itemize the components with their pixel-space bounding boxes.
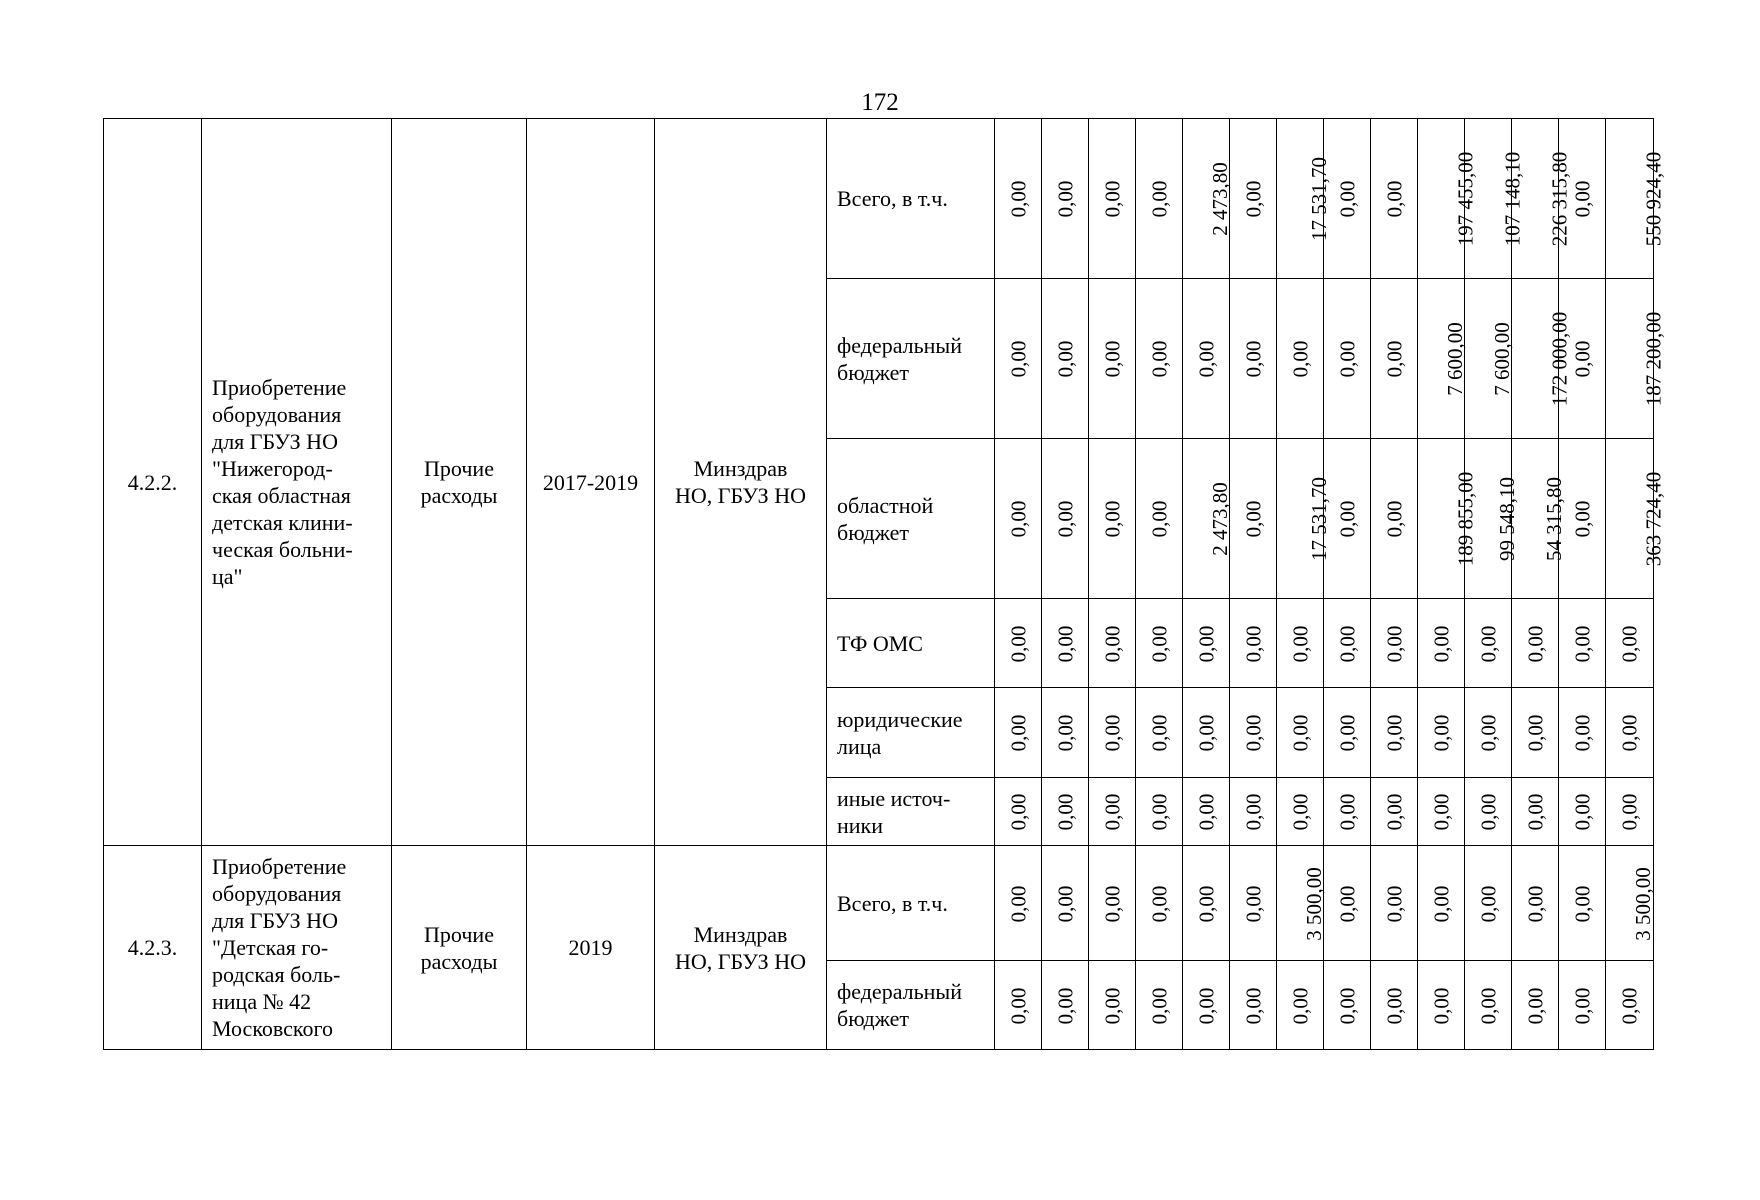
amount-value: 0,00	[1476, 885, 1500, 922]
amount-value: 0,00	[1335, 987, 1359, 1024]
amount-value: 0,00	[1100, 885, 1124, 922]
amount-cell	[1465, 846, 1512, 961]
executor	[655, 846, 827, 1050]
funding-source-line: Всего, в т.ч.	[837, 890, 948, 916]
amount-value: 0,00	[1523, 793, 1547, 831]
amount-value: 0,00	[1617, 987, 1642, 1024]
amount-cell	[1371, 279, 1418, 439]
amount-cell	[1136, 846, 1183, 961]
amount-cell	[1089, 688, 1136, 778]
amount-cell	[1183, 119, 1230, 279]
amount-value: 0,00	[1194, 714, 1218, 752]
amount-cell	[1042, 846, 1089, 961]
amount-value: 0,00	[1570, 340, 1594, 378]
item-name	[202, 119, 392, 846]
item-name-line: оборудования	[212, 402, 342, 427]
amount-cell	[1371, 688, 1418, 778]
amount-value: 0,00	[1147, 500, 1171, 538]
item-name-line: ница № 42	[212, 989, 312, 1014]
amount-value: 17 531,70	[1307, 477, 1331, 561]
amount-value: 0,00	[1100, 987, 1124, 1024]
amount-cell	[1277, 119, 1331, 279]
amount-value: 0,00	[1429, 885, 1453, 922]
amount-cell	[1277, 961, 1324, 1050]
item-name	[202, 846, 392, 1050]
amount-value: 0,00	[1147, 987, 1171, 1024]
amount-cell	[1559, 119, 1606, 279]
amount-cell	[1183, 778, 1230, 846]
amount-value: 0,00	[1053, 180, 1077, 218]
funding-source-line: ники	[837, 812, 884, 838]
amount-cell	[1277, 846, 1324, 961]
amount-value: 0,00	[1147, 625, 1171, 662]
amount-cell	[1512, 688, 1559, 778]
amount-cell	[1418, 279, 1465, 439]
funding-source	[827, 688, 995, 778]
amount-value: 0,00	[1100, 500, 1124, 538]
amount-value: 0,00	[1006, 625, 1030, 662]
amount-cell	[1136, 119, 1183, 279]
amount-value: 0,00	[1100, 180, 1124, 218]
amount-cell	[1606, 846, 1654, 961]
amount-value: 0,00	[1100, 340, 1124, 378]
funding-source-line: бюджет	[837, 359, 909, 385]
executor-line: Минздрав	[693, 456, 788, 481]
amount-cell	[1324, 688, 1371, 778]
amount-cell	[1606, 119, 1666, 279]
amount-cell	[1042, 279, 1089, 439]
amount-cell	[1512, 961, 1559, 1050]
amount-cell	[995, 778, 1042, 846]
amount-value: 7 600,00	[1442, 322, 1467, 396]
amount-cell	[1136, 961, 1183, 1050]
amount-value: 0,00	[1100, 625, 1124, 662]
executor	[655, 119, 827, 846]
amount-value: 0,00	[1147, 180, 1171, 218]
amount-cell	[995, 846, 1042, 961]
amount-cell	[1136, 439, 1183, 599]
amount-cell	[1371, 119, 1418, 279]
amount-value: 0,00	[1335, 180, 1359, 218]
amount-value: 2 473,80	[1207, 162, 1232, 236]
amount-cell	[1324, 778, 1371, 846]
amount-cell	[1371, 439, 1418, 599]
amount-cell	[1324, 439, 1371, 599]
amount-cell	[1465, 688, 1512, 778]
amount-value: 0,00	[1335, 885, 1359, 922]
amount-value: 0,00	[1617, 625, 1642, 662]
amount-cell	[1089, 119, 1136, 279]
amount-cell	[1183, 599, 1230, 688]
funding-source-line: областной	[837, 492, 934, 518]
amount-value: 0,00	[1241, 793, 1265, 831]
amount-cell	[1559, 778, 1606, 846]
item-name-line: Московского	[212, 1016, 333, 1041]
amount-cell	[995, 119, 1042, 279]
amount-value: 0,00	[1053, 714, 1077, 752]
amount-cell	[1465, 439, 1519, 599]
funding-source-line: Всего, в т.ч.	[837, 186, 948, 211]
amount-cell	[1136, 599, 1183, 688]
amount-value: 0,00	[1382, 180, 1406, 218]
amount-value: 0,00	[1288, 793, 1312, 831]
amount-value: 0,00	[1053, 793, 1077, 831]
funding-source-line: ТФ ОМС	[837, 630, 923, 656]
amount-cell	[1606, 279, 1666, 439]
amount-cell	[1371, 778, 1418, 846]
amount-cell	[1606, 688, 1654, 778]
amount-value: 0,00	[1382, 793, 1406, 831]
amount-value: 0,00	[1335, 714, 1359, 752]
amount-value: 0,00	[1429, 987, 1453, 1024]
amount-cell	[1512, 846, 1559, 961]
period: 2017-2019	[527, 119, 655, 846]
expense-category	[392, 846, 527, 1050]
amount-cell	[1512, 279, 1572, 439]
item-name-line: "Нижегород-	[212, 456, 333, 481]
amount-cell	[1418, 599, 1465, 688]
amount-cell	[1559, 599, 1606, 688]
amount-value: 2 473,80	[1207, 482, 1232, 556]
amount-value: 0,00	[1241, 987, 1265, 1024]
amount-value: 0,00	[1523, 987, 1547, 1024]
amount-cell	[995, 279, 1042, 439]
item-number: 4.2.2.	[104, 119, 202, 846]
amount-cell	[1559, 846, 1606, 961]
amount-value: 3 500,00	[1630, 866, 1655, 941]
amount-value: 0,00	[1006, 987, 1030, 1024]
amount-cell	[1277, 688, 1324, 778]
amount-value: 0,00	[1147, 714, 1171, 752]
amount-cell	[1042, 119, 1089, 279]
amount-value: 3 500,00	[1301, 866, 1326, 941]
amount-cell	[1230, 439, 1277, 599]
amount-cell	[1230, 599, 1277, 688]
amount-value: 0,00	[1100, 714, 1124, 752]
amount-value: 0,00	[1382, 625, 1406, 662]
amount-value: 0,00	[1241, 714, 1265, 752]
funding-source	[827, 119, 995, 279]
amount-value: 0,00	[1147, 885, 1171, 922]
amount-value: 187 200,00	[1641, 311, 1666, 407]
amount-value: 0,00	[1147, 340, 1171, 378]
item-name-line: для ГБУЗ НО	[212, 908, 338, 933]
amount-cell	[1042, 688, 1089, 778]
amount-value: 0,00	[1335, 340, 1359, 378]
amount-cell	[1230, 119, 1277, 279]
amount-value: 0,00	[1382, 714, 1406, 752]
expense-category-line: расходы	[420, 483, 498, 508]
amount-value: 0,00	[1194, 625, 1218, 662]
amount-cell	[1559, 961, 1606, 1050]
amount-cell	[1512, 439, 1566, 599]
amount-value: 0,00	[1570, 885, 1594, 922]
amount-cell	[1183, 279, 1230, 439]
amount-cell	[1371, 846, 1418, 961]
amount-cell	[1465, 599, 1512, 688]
amount-cell	[1371, 599, 1418, 688]
amount-cell	[1183, 846, 1230, 961]
amount-value: 0,00	[1335, 625, 1359, 662]
amount-cell	[1465, 961, 1512, 1050]
amount-value: 0,00	[1006, 885, 1030, 922]
item-name-line: родская боль-	[212, 962, 341, 987]
item-name-line: Приобретение	[212, 375, 347, 400]
amount-value: 0,00	[1241, 180, 1265, 218]
amount-value: 0,00	[1288, 340, 1312, 378]
amount-cell	[1465, 279, 1512, 439]
amount-value: 0,00	[1570, 714, 1594, 752]
amount-value: 0,00	[1006, 340, 1030, 378]
amount-value: 0,00	[1382, 987, 1406, 1024]
amount-value: 0,00	[1570, 625, 1594, 662]
executor-line: НО, ГБУЗ НО	[675, 483, 806, 508]
item-number: 4.2.3.	[104, 846, 202, 1050]
amount-value: 17 531,70	[1307, 157, 1331, 241]
amount-cell	[1089, 439, 1136, 599]
amount-cell	[1512, 778, 1559, 846]
amount-value: 0,00	[1523, 625, 1547, 662]
amount-cell	[1465, 119, 1525, 279]
table-row	[104, 846, 1654, 961]
amount-cell	[1042, 599, 1089, 688]
amount-value: 0,00	[1006, 793, 1030, 831]
amount-cell	[1277, 778, 1324, 846]
amount-value: 107 148,10	[1500, 151, 1525, 247]
amount-cell	[1230, 846, 1277, 961]
amount-cell	[1277, 439, 1331, 599]
amount-value: 0,00	[1194, 793, 1218, 831]
amount-value: 0,00	[1288, 625, 1312, 662]
amount-cell	[1089, 846, 1136, 961]
funding-source	[827, 778, 995, 846]
amount-value: 0,00	[1053, 500, 1077, 538]
amount-cell	[1418, 119, 1478, 279]
amount-cell	[1089, 279, 1136, 439]
amount-value: 0,00	[1194, 885, 1218, 922]
amount-cell	[1183, 439, 1230, 599]
amount-cell	[1089, 599, 1136, 688]
amount-cell	[1183, 688, 1230, 778]
amount-value: 0,00	[1288, 714, 1312, 752]
amount-cell	[1230, 778, 1277, 846]
expense-category-line: Прочие	[424, 921, 494, 947]
amount-value: 0,00	[1570, 500, 1594, 538]
amount-cell	[1465, 778, 1512, 846]
amount-value: 0,00	[1476, 714, 1500, 752]
funding-source-line: иные источ-	[837, 785, 951, 811]
amount-cell	[1136, 688, 1183, 778]
amount-cell	[1606, 778, 1654, 846]
funding-source	[827, 279, 995, 439]
funding-source	[827, 846, 995, 961]
executor-line: НО, ГБУЗ НО	[675, 948, 806, 974]
amount-value: 0,00	[1476, 625, 1500, 662]
amount-cell	[1230, 688, 1277, 778]
amount-value: 0,00	[1429, 793, 1453, 831]
amount-cell	[1606, 961, 1654, 1050]
amount-value: 0,00	[1053, 340, 1077, 378]
amount-value: 99 548,10	[1495, 477, 1519, 561]
amount-value: 0,00	[1194, 987, 1218, 1024]
amount-cell	[995, 439, 1042, 599]
amount-cell	[1606, 439, 1666, 599]
amount-cell	[995, 688, 1042, 778]
amount-cell	[1042, 439, 1089, 599]
page-number: 172	[861, 89, 899, 116]
amount-cell	[1324, 961, 1371, 1050]
amount-value: 0,00	[1335, 500, 1359, 538]
amount-value: 0,00	[1570, 180, 1594, 218]
amount-cell	[1230, 279, 1277, 439]
funding-source-line: бюджет	[837, 1006, 909, 1031]
amount-cell	[1418, 439, 1478, 599]
amount-cell	[1559, 688, 1606, 778]
amount-value: 0,00	[1429, 625, 1453, 662]
amount-value: 172 000,00	[1547, 311, 1572, 407]
amount-cell	[1371, 961, 1418, 1050]
executor-line: Минздрав	[693, 921, 788, 947]
item-name-line: детская клини-	[212, 510, 353, 535]
amount-cell	[1089, 961, 1136, 1050]
amount-value: 0,00	[1523, 714, 1547, 752]
amount-value: 0,00	[1288, 987, 1312, 1024]
amount-value: 0,00	[1382, 340, 1406, 378]
item-name-line: Приобретение	[212, 854, 347, 879]
amount-value: 0,00	[1053, 625, 1077, 662]
amount-cell	[1136, 778, 1183, 846]
amount-value: 0,00	[1053, 987, 1077, 1024]
funding-source	[827, 961, 995, 1050]
amount-value: 0,00	[1570, 793, 1594, 831]
amount-value: 0,00	[1617, 714, 1642, 752]
amount-cell	[1418, 778, 1465, 846]
amount-cell	[1042, 961, 1089, 1050]
amount-cell	[1418, 688, 1465, 778]
amount-value: 550 924,40	[1641, 151, 1666, 247]
funding-source-line: юридические	[837, 706, 963, 732]
amount-value: 0,00	[1147, 793, 1171, 831]
amount-value: 0,00	[1100, 793, 1124, 831]
amount-cell	[1089, 778, 1136, 846]
expense-category-line: Прочие	[424, 456, 494, 481]
amount-cell	[1277, 279, 1324, 439]
amount-value: 197 455,00	[1453, 151, 1478, 247]
amount-value: 0,00	[1194, 340, 1218, 378]
funding-source	[827, 599, 995, 688]
amount-value: 0,00	[1241, 885, 1265, 922]
amount-value: 0,00	[1476, 793, 1500, 831]
amount-value: 0,00	[1006, 714, 1030, 752]
amount-value: 189 855,00	[1453, 471, 1478, 567]
amount-cell	[1324, 119, 1371, 279]
item-name-line: оборудования	[212, 881, 342, 906]
expense-category	[392, 119, 527, 846]
item-name-line: ская областная	[212, 483, 351, 508]
amount-cell	[1277, 599, 1324, 688]
amount-value: 0,00	[1570, 987, 1594, 1024]
amount-value: 0,00	[1476, 987, 1500, 1024]
amount-cell	[1418, 846, 1465, 961]
amount-cell	[1183, 961, 1230, 1050]
amount-cell	[1136, 279, 1183, 439]
amount-cell	[1606, 599, 1654, 688]
amount-value: 0,00	[1617, 793, 1642, 831]
amount-value: 0,00	[1523, 885, 1547, 922]
amount-value: 0,00	[1429, 714, 1453, 752]
amount-value: 0,00	[1382, 885, 1406, 922]
amount-cell	[1324, 279, 1371, 439]
amount-value: 0,00	[1006, 500, 1030, 538]
amount-cell	[1559, 439, 1606, 599]
item-name-line: ческая больни-	[212, 537, 353, 562]
amount-cell	[995, 961, 1042, 1050]
period: 2019	[527, 846, 655, 1050]
funding-source-line: федеральный	[837, 979, 962, 1004]
amount-cell	[1230, 961, 1277, 1050]
amount-cell	[1559, 279, 1606, 439]
amount-value: 0,00	[1053, 885, 1077, 922]
amount-cell	[1042, 778, 1089, 846]
amount-value: 0,00	[1335, 793, 1359, 831]
funding-source-line: лица	[837, 733, 882, 759]
table-row	[104, 119, 1654, 279]
amount-value: 54 315,80	[1542, 477, 1566, 561]
amount-cell	[1512, 599, 1559, 688]
expense-category-line: расходы	[420, 948, 498, 974]
amount-value: 226 315,80	[1547, 151, 1572, 247]
amount-cell	[1324, 599, 1371, 688]
table-body	[104, 119, 1666, 1050]
amount-cell	[1512, 119, 1572, 279]
funding-source-line: бюджет	[837, 519, 909, 545]
item-name-line: ца"	[212, 564, 243, 589]
amount-cell	[1324, 846, 1371, 961]
amount-value: 7 600,00	[1489, 322, 1514, 396]
amount-cell	[1418, 961, 1465, 1050]
amount-value: 363 724,40	[1641, 471, 1666, 567]
amount-value: 0,00	[1241, 500, 1265, 538]
item-name-line: для ГБУЗ НО	[212, 429, 338, 454]
budget-table	[103, 118, 1666, 1050]
amount-value: 0,00	[1382, 500, 1406, 538]
item-name-line: "Детская го-	[212, 935, 329, 960]
funding-source	[827, 439, 995, 599]
funding-source-line: федеральный	[837, 332, 962, 358]
amount-cell	[995, 599, 1042, 688]
amount-value: 0,00	[1241, 340, 1265, 378]
amount-value: 0,00	[1006, 180, 1030, 218]
amount-value: 0,00	[1241, 625, 1265, 662]
